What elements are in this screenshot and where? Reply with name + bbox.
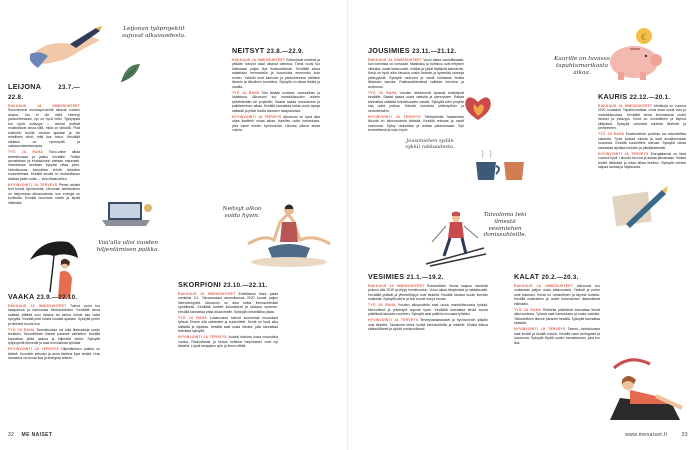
section-label: HYVINVOINTI JA TERVEYS <box>8 182 58 187</box>
sunbathing-woman-illustration <box>600 350 690 428</box>
section-text: Toivo-vaihe alkaa tammikuussa ja jatkuu keväälle. Töitäsi arvostetaan ja ehdotuksesi otetaan vakavasti. Hankkeissa tarvitaan kykyäsi ottaa johto. Helmikuussa kannattaa tehdä talouden suunnitelmaa. Kesällä sinulla on mahdollisuus aloittaa jotain uutta — tartu tilaisuuteen. <box>8 150 80 181</box>
section <box>8 304 100 326</box>
section-label: TYÖ JA RAHA <box>368 90 397 95</box>
section <box>598 132 686 150</box>
sign-heading <box>8 82 80 102</box>
section-text: Tuleva vuosi tuo tasapainoa ja harmoniaa ihmissuhteisiin. Keväällä sinua saattaa yllättää uusi ihastus tai vanha suhde saa uutta syvyyttä. Kesällä pidä huolta omasta ajastasi. Syksyllä perhe ja läheiset tuovat iloa. <box>8 304 100 326</box>
section-label: HYVINVOINTI JA TERVEYS <box>598 151 649 156</box>
section <box>368 115 464 133</box>
section <box>8 104 80 149</box>
section-label: RAKKAUS JA IHMISSUHTEET <box>8 304 67 308</box>
section-text: Ensimmäinen puolisko tuo taloudellista vakautta. Työsi tuottaa tulosta ja saat ansaitsemaasi huomiota. Kesällä suunnittele tulevaa. Syksyllä rahaa kannattaa sijoittaa harkiten ja pitkäjänteisesti. <box>598 132 686 150</box>
brand-name: ME NAISET <box>21 432 53 438</box>
sign-heading <box>368 46 464 56</box>
sign-name: KAURIS <box>598 92 628 101</box>
jousimies-quote: Jousimiehen sydän sykkii rakkaudesta. <box>405 138 455 150</box>
section-label: RAKKAUS JA IHMISSUHTEET <box>598 104 653 108</box>
sign-vesimies <box>368 272 488 333</box>
section <box>368 58 464 89</box>
section-text: Energiatasosi on tänä vuonna hyvä. Liikunta tuo iloa ja auttaa jaksamaan. Muista levätä riittävästi ja ottaa aikaa itsellesi. Syksyllä mielesi kaipaa rauhaa ja hiljaisuutta. <box>598 151 686 170</box>
section-text: Olet tänään tuottava, vastuullinen ja luotettava. Alkuvuosi tuo mahdollisuuden uuteen työtehtävään tai projektiin. Saatat saada tunnustusta ja palkitsemisen aikaa. Kesällä kannattaa tutkia uusia tapoja säästää ja pitää huolta talouden tasapainosta. <box>232 90 321 113</box>
page-spine <box>347 0 349 450</box>
section <box>8 347 100 360</box>
vesimies-quote: Taivoloma teki ilmestä vesimiehen ihmissuhteille. <box>483 212 527 239</box>
section-text: Vuoden tärkeimmät työasiat keskittyvät keväälle. Saatat saada uusia vastuita ja ylennyksen. Rahaa kannattaa säästää tulevaisuuden varalle. Syksyllä tuttu projekti saa uutta potkua. Kiinnitä huomiota yhteistyöhön ja neuvotteluihin. <box>368 90 464 113</box>
sign-name: SKORPIONI <box>178 280 222 289</box>
section <box>514 327 600 345</box>
section-text: Merkkejä on vuonna 2020 runsaasti. Tapahtumarikas vuosi avaa uusia ovia ja mahdollisuuksia. Keväällä sinua kiinnostavat uudet ihmiset ja ystävyys. Kesä on romanttinen ja täynnä yllätyksiä. Syksyllä vahvistat suhteita läheisiin ja perheeseen. <box>598 104 686 131</box>
sign-kalat <box>514 272 600 347</box>
sign-heading <box>514 272 600 282</box>
section-text: Vuoden alkupuolella saat uusia mahdollisuuksia työssä. Neuvottelut ja yhteistyöt sujuvat hyvin. Keväällä kannattaa tehdä suuria päätöksiä talouden suhteen. Syksyllä saat palkkion kovasta työstäsi. <box>368 303 488 317</box>
sign-dates: 20.2.—20.3. <box>541 274 579 281</box>
page-number-right: 33 <box>681 432 688 438</box>
sign-dates: 22.12.—20.1. <box>629 94 671 101</box>
sign-heading <box>8 292 100 302</box>
section-text: Alkuvuosi on hyvä aika ottaa itselleen omaa aikaa. Harkitse uutta harrastusta, joka tukee mielen hyvinvointia. Liikunta ulkona antaa voimia. <box>232 114 320 132</box>
section-text: Tähtivaiheita haasteinesi liikunta on alkuvuodesta tärkeää. Kesällä reissaat ja nautit luonnosta. Syksy rauhoittaa ja auttaa palautumaan. Syö terveellisesti ja nuku hyvin. <box>368 114 464 132</box>
sign-heading <box>178 280 278 290</box>
section-text: Vuosi alkaa vauhdikkaasti, kun toimintaa on runsaasti. Maaliskuu ja huhtikuu ovat erityisen vilkkaita: uudet tuttavuudet, matkat ja juhlat täyttävät kalenterisi. Kesä on hyvä aika tutustua uusiin ihmisiin ja syventää vanhoja ystävyyksiä. Syksyllä rauhoitut ja nautit kotoisista iltoista läheisten kanssa. Rakkauselämässä vallitsee intohimo ja avoimuus. <box>368 58 464 89</box>
section <box>178 335 278 348</box>
neitsyt-quote: Neitsyt alkoo voida hyvin. <box>222 206 262 219</box>
section <box>8 328 100 346</box>
sign-heading <box>232 46 320 56</box>
section-text: Suunnimmat muutosprosentit alkavat vuoden alussa. Jos et ole vielä edennyt parisuhteessasi, nyt on hyvä hetki. Tyydytystä tuo myös ystävyys — vanhat ystävät muistuttavat sinua siitä, mikä on tärkeää. Pidä kuitenkin huolta omasta ajastasi ja ole rehellinen siinä, mitä itse toivot. Keväällä rakkaus on syvempää ja vastaanottavaisempaa. <box>8 108 80 149</box>
section-text: Alkuvuosi tuo mukanaan paljon uusia tuttavuuksia. Ystävät ja perhe ovat tukenasi. Kevät on romanttinen ja täynnä tunteita. Kesällä matkustelu ja uudet kokemukset rikastuttavat elämääsi. <box>514 284 601 306</box>
sign-name: VESIMIES <box>368 272 405 281</box>
sign-kauris <box>598 92 686 171</box>
sign-vaaka <box>8 292 100 362</box>
section-text: Hiljentämisen paikka on tärkeä. Kuuntele kehoasi ja anna itsellesi lupa levätä. Uusi harrastus voi tuoda iloa ja energiaa arkeen. <box>8 347 100 361</box>
section-text: Jouduit tottuma uusia muutoksia vuosia. Rauhoittavat ja kehoa hoitavat harjoitukset ovat nyt tärkeitä. Löydä tasapaino työn ja levon välillä. <box>178 335 278 349</box>
section-label: RAKKAUS JA IHMISSUHTEET <box>368 284 425 288</box>
section-label: HYVINVOINTI JA TERVEYS <box>514 327 566 332</box>
section-text: Tammikuussa voi tulla tilaisuuksia uusiin tehtäviin. Taloudellinen tilanne paranee vähitellen. Kesällä kannattaa pitää taukoa ja hiljentää tahtia. Syksyllä työprojektit etenevät ja saat tunnustusta työstäsi. <box>8 327 101 346</box>
section <box>598 104 686 131</box>
coffee-cups-illustration <box>470 150 530 186</box>
page-number-left: 32 <box>8 432 15 438</box>
section <box>514 284 600 306</box>
section <box>598 152 686 170</box>
sign-dates: 23.10.—22.11. <box>223 282 268 289</box>
section-text: Tammi—helmikuussa saat levätä ja kerätä voimia. Kesällä nauti auringosta ja luonnosta. Syksyllä löydät uuden harrastuksen, joka tuo iloa. <box>514 327 600 345</box>
section <box>368 284 488 302</box>
leaves-illustration <box>118 62 144 84</box>
section-text: Kultautuvat unelmat ja pitkään toivotut asiat alkavat toteutua. Tämä vuosi tuo tullessaan paljon iloa ihmissuhteisiin. Keväällä sinua saatetaan hemmotella ja huomioida enemmän kuin ennen. Ystävät ovat tukenasi ja parisuhteessa vallitsee lämmin ja kiitollinen tunnelma. Syksyllä on aikaa levätä ja nauttia. <box>232 58 320 89</box>
section-text: Ensitilassa! Mars palaa merkkiisi 3.1. Taivaanvaaot tammikuussa 2020 tuovat paljon intensiivisyyttä. Alkuvuosi on aika tutkia ihmissuhteitasi syvällisesti. Keväällä tunteet kukoistavat ja rakkaus syvenee. Kesällä kannattaa ottaa aikaa itselle. Syksyllä romantiikka palaa. <box>178 292 278 314</box>
sign-heading <box>368 272 488 282</box>
section-label: TYÖ JA RAHA <box>514 307 542 312</box>
section <box>232 115 320 133</box>
section <box>368 91 464 113</box>
section <box>178 316 278 334</box>
laptop-illustration <box>100 196 155 231</box>
section <box>232 91 320 113</box>
section <box>8 150 80 181</box>
notebook-illustration <box>610 184 670 230</box>
svg-text:€: € <box>641 32 647 42</box>
section-label: RAKKAUS JA IHMISSUHTEET <box>368 58 422 62</box>
sign-dates: 23.9.—22.10. <box>36 294 78 301</box>
section-label: TYÖ JA RAHA <box>178 315 207 320</box>
section-label: TYÖ JA RAHA <box>598 132 625 137</box>
section-text: Pienet arkiset teot tuovat hyvinvointia. Liikunnan aloittaminen on helpompaa alkuvuodesta, kun energia on korkealla. Kiinnitä huomiota uneen ja lepää riittävästi. <box>8 182 80 205</box>
section-text: Romanttinen Venus saapuu merkkiisi jouluun alla 2019 ja viipyy helmikuuhun. Vuosi alkaa lämpimästi ja rakastavasti. Keväällä ystävät ja yhteisöllisyys ovat tärkeitä. Kesällä tutustut uusiin ihmisiin matkoilla. Syksyllä perhe ja koti tuovat iloa ja turvaa. <box>368 284 488 302</box>
sign-heading <box>598 92 686 102</box>
section-label: TYÖ JA RAHA <box>8 150 43 155</box>
hand-pen-illustration <box>30 22 110 72</box>
sign-dates: 21.1.—19.2. <box>406 274 444 281</box>
section-label: RAKKAUS JA IHMISSUHTEET <box>8 104 80 108</box>
section-label: HYVINVOINTI JA TERVEYS <box>368 318 419 323</box>
sign-skorpioni <box>178 280 278 350</box>
section-label: TYÖ JA RAHA <box>232 90 260 95</box>
section-text: Terveystarkastukset ja hyvinvoinnin ylläpito ovat tärkeitä. Taivaloma tekee hyvää ihmissuhteille ja mielelle. Muista liikkua säännöllisesti ja syödä monipuolisesti. <box>368 318 488 332</box>
section <box>514 308 600 326</box>
section <box>368 303 488 316</box>
section-label: RAKKAUS JA IHMISSUHTEET <box>514 284 573 288</box>
sign-name: LEIJONA <box>8 82 41 91</box>
sign-name: NEITSYT <box>232 46 265 55</box>
section <box>232 58 320 89</box>
sign-jousimies <box>368 46 464 134</box>
section <box>178 292 278 314</box>
footer-right <box>0 432 688 438</box>
heart-fire-illustration <box>458 92 498 122</box>
sign-dates: 23.7.—22.8. <box>8 84 80 101</box>
section-label: HYVINVOINTI JA TERVEYS <box>8 347 59 352</box>
vaaka-quote: Vaa'alla olisi vuoden hiljentämisen paikka. <box>96 240 160 253</box>
leijona-quote: Leijonan työprojektit sujuvat alkuvuodesta. <box>122 26 186 39</box>
section <box>368 318 488 331</box>
sign-neitsyt <box>232 46 320 134</box>
sign-name: VAAKA <box>8 292 35 301</box>
section-label: TYÖ JA RAHA <box>8 327 35 332</box>
sign-dates: 23.8.—22.9. <box>266 48 304 55</box>
sign-name: KALAT <box>514 272 540 281</box>
section-label: HYVINVOINTI JA TERVEYS <box>178 335 227 340</box>
sign-leijona <box>8 82 80 207</box>
section-label: TYÖ JA RAHA <box>368 303 396 308</box>
section <box>8 183 80 205</box>
section-label: RAKKAUS JA IHMISSUHTEET <box>178 292 236 296</box>
sign-dates: 23.11.—21.12. <box>412 48 457 55</box>
section-label: HYVINVOINTI JA TERVEYS <box>368 114 421 119</box>
kauris-quote: Kaurille on luvassa tapahtumarikasta aikaa. <box>554 56 610 76</box>
section-label: RAKKAUS JA IHMISSUHTEET <box>232 58 286 62</box>
section-label: HYVINVOINTI JA TERVEYS <box>232 114 282 119</box>
section-text: Rohkeita päätöksiä kannattaa tehdä alkuvuodesta. Työssä saat tunnustusta ja uusia vastuita. Taloudellinen tilanne paranee kesällä. Syksyllä kannattaa säästää. <box>514 307 600 326</box>
site-url[interactable]: www.menaiset.fi <box>625 432 668 438</box>
section-text: Lokakuussa tulevat suurimmat muutokset työssä. Ennen sitä valmistele ja suunnittele. Kevät on hyvä aika säästää ja sijoittaa. Kesällä saat uusia ideoita, joita kannattaa toteuttaa syksyllä. <box>178 315 278 334</box>
sign-name: JOUSIMIES <box>368 46 410 55</box>
